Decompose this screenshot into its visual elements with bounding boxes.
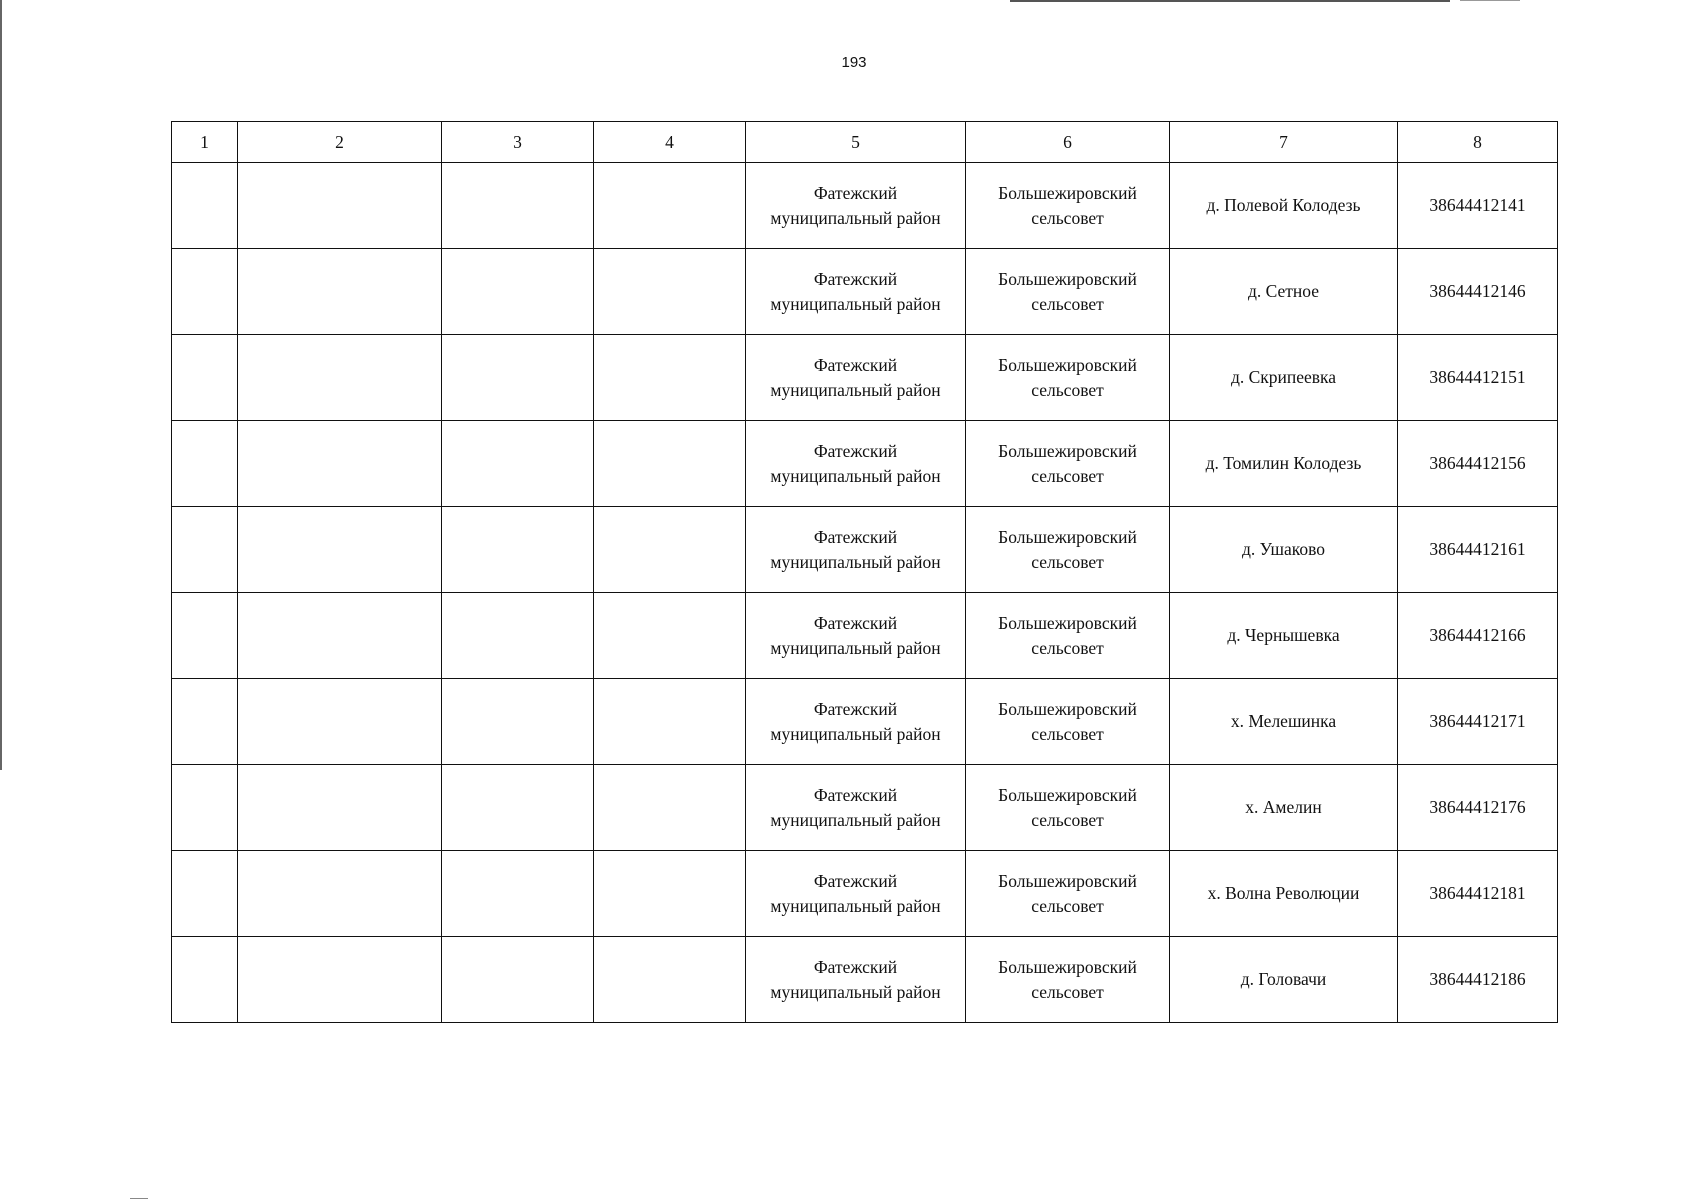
cell-col2 (238, 163, 442, 249)
cell-district: Фатежский муниципальный район (746, 937, 966, 1023)
column-header-1: 1 (172, 122, 238, 163)
column-header-8: 8 (1398, 122, 1558, 163)
cell-col1 (172, 249, 238, 335)
cell-district: Фатежский муниципальный район (746, 249, 966, 335)
cell-col2 (238, 679, 442, 765)
column-header-3: 3 (442, 122, 594, 163)
scan-edge-top (1010, 0, 1450, 2)
cell-col4 (594, 593, 746, 679)
cell-col2 (238, 937, 442, 1023)
table-row (172, 679, 1558, 765)
cell-col4 (594, 249, 746, 335)
header-row (172, 122, 1558, 163)
cell-col1 (172, 851, 238, 937)
table-header (172, 122, 1558, 163)
cell-col4 (594, 163, 746, 249)
scan-edge-top-fragment (1460, 0, 1520, 1)
cell-council: Большежировский сельсовет (966, 163, 1170, 249)
cell-col2 (238, 765, 442, 851)
column-header-2: 2 (238, 122, 442, 163)
table-row (172, 765, 1558, 851)
table-row (172, 937, 1558, 1023)
cell-council: Большежировский сельсовет (966, 421, 1170, 507)
cell-district: Фатежский муниципальный район (746, 421, 966, 507)
table-body (172, 163, 1558, 1023)
cell-col3 (442, 679, 594, 765)
table-row (172, 507, 1558, 593)
cell-col1 (172, 163, 238, 249)
cell-council: Большежировский сельсовет (966, 937, 1170, 1023)
scan-mark-bottom (130, 1198, 148, 1199)
cell-col2 (238, 335, 442, 421)
page-number: 193 (841, 54, 867, 71)
column-header-7: 7 (1170, 122, 1398, 163)
cell-col4 (594, 421, 746, 507)
cell-col3 (442, 937, 594, 1023)
cell-col4 (594, 507, 746, 593)
cell-settlement: д. Сетное (1170, 249, 1398, 335)
column-header-6: 6 (966, 122, 1170, 163)
cell-district: Фатежский муниципальный район (746, 679, 966, 765)
cell-council: Большежировский сельсовет (966, 593, 1170, 679)
cell-settlement: д. Головачи (1170, 937, 1398, 1023)
cell-col1 (172, 593, 238, 679)
cell-council: Большежировский сельсовет (966, 507, 1170, 593)
cell-district: Фатежский муниципальный район (746, 335, 966, 421)
cell-col3 (442, 507, 594, 593)
cell-council: Большежировский сельсовет (966, 765, 1170, 851)
register-table (171, 121, 1558, 1023)
cell-col4 (594, 679, 746, 765)
cell-code: 38644412146 (1398, 249, 1558, 335)
cell-council: Большежировский сельсовет (966, 249, 1170, 335)
cell-col3 (442, 421, 594, 507)
cell-col3 (442, 593, 594, 679)
cell-code: 38644412151 (1398, 335, 1558, 421)
cell-code: 38644412166 (1398, 593, 1558, 679)
cell-col4 (594, 851, 746, 937)
cell-col2 (238, 851, 442, 937)
cell-settlement: х. Волна Революции (1170, 851, 1398, 937)
cell-code: 38644412186 (1398, 937, 1558, 1023)
cell-col3 (442, 249, 594, 335)
cell-district: Фатежский муниципальный район (746, 593, 966, 679)
cell-col2 (238, 421, 442, 507)
cell-col3 (442, 163, 594, 249)
table-row (172, 163, 1558, 249)
cell-col2 (238, 507, 442, 593)
table-row (172, 593, 1558, 679)
cell-settlement: д. Чернышевка (1170, 593, 1398, 679)
cell-settlement: д. Томилин Колодезь (1170, 421, 1398, 507)
column-header-4: 4 (594, 122, 746, 163)
cell-code: 38644412171 (1398, 679, 1558, 765)
cell-council: Большежировский сельсовет (966, 335, 1170, 421)
cell-col1 (172, 335, 238, 421)
cell-col4 (594, 335, 746, 421)
table-row (172, 335, 1558, 421)
cell-code: 38644412156 (1398, 421, 1558, 507)
cell-col4 (594, 937, 746, 1023)
cell-district: Фатежский муниципальный район (746, 765, 966, 851)
cell-settlement: д. Скрипеевка (1170, 335, 1398, 421)
cell-settlement: д. Полевой Колодезь (1170, 163, 1398, 249)
cell-district: Фатежский муниципальный район (746, 163, 966, 249)
scan-edge-left (0, 0, 2, 770)
cell-code: 38644412161 (1398, 507, 1558, 593)
cell-col2 (238, 249, 442, 335)
cell-district: Фатежский муниципальный район (746, 507, 966, 593)
cell-col1 (172, 421, 238, 507)
table-row (172, 421, 1558, 507)
cell-col1 (172, 507, 238, 593)
cell-col1 (172, 679, 238, 765)
cell-col3 (442, 851, 594, 937)
cell-settlement: х. Амелин (1170, 765, 1398, 851)
cell-settlement: х. Мелешинка (1170, 679, 1398, 765)
table-row (172, 851, 1558, 937)
cell-code: 38644412181 (1398, 851, 1558, 937)
table-row (172, 249, 1558, 335)
cell-col2 (238, 593, 442, 679)
cell-council: Большежировский сельсовет (966, 851, 1170, 937)
cell-col1 (172, 765, 238, 851)
cell-district: Фатежский муниципальный район (746, 851, 966, 937)
cell-council: Большежировский сельсовет (966, 679, 1170, 765)
column-header-5: 5 (746, 122, 966, 163)
cell-col3 (442, 765, 594, 851)
cell-col4 (594, 765, 746, 851)
cell-col1 (172, 937, 238, 1023)
cell-col3 (442, 335, 594, 421)
cell-settlement: д. Ушаково (1170, 507, 1398, 593)
cell-code: 38644412176 (1398, 765, 1558, 851)
cell-code: 38644412141 (1398, 163, 1558, 249)
